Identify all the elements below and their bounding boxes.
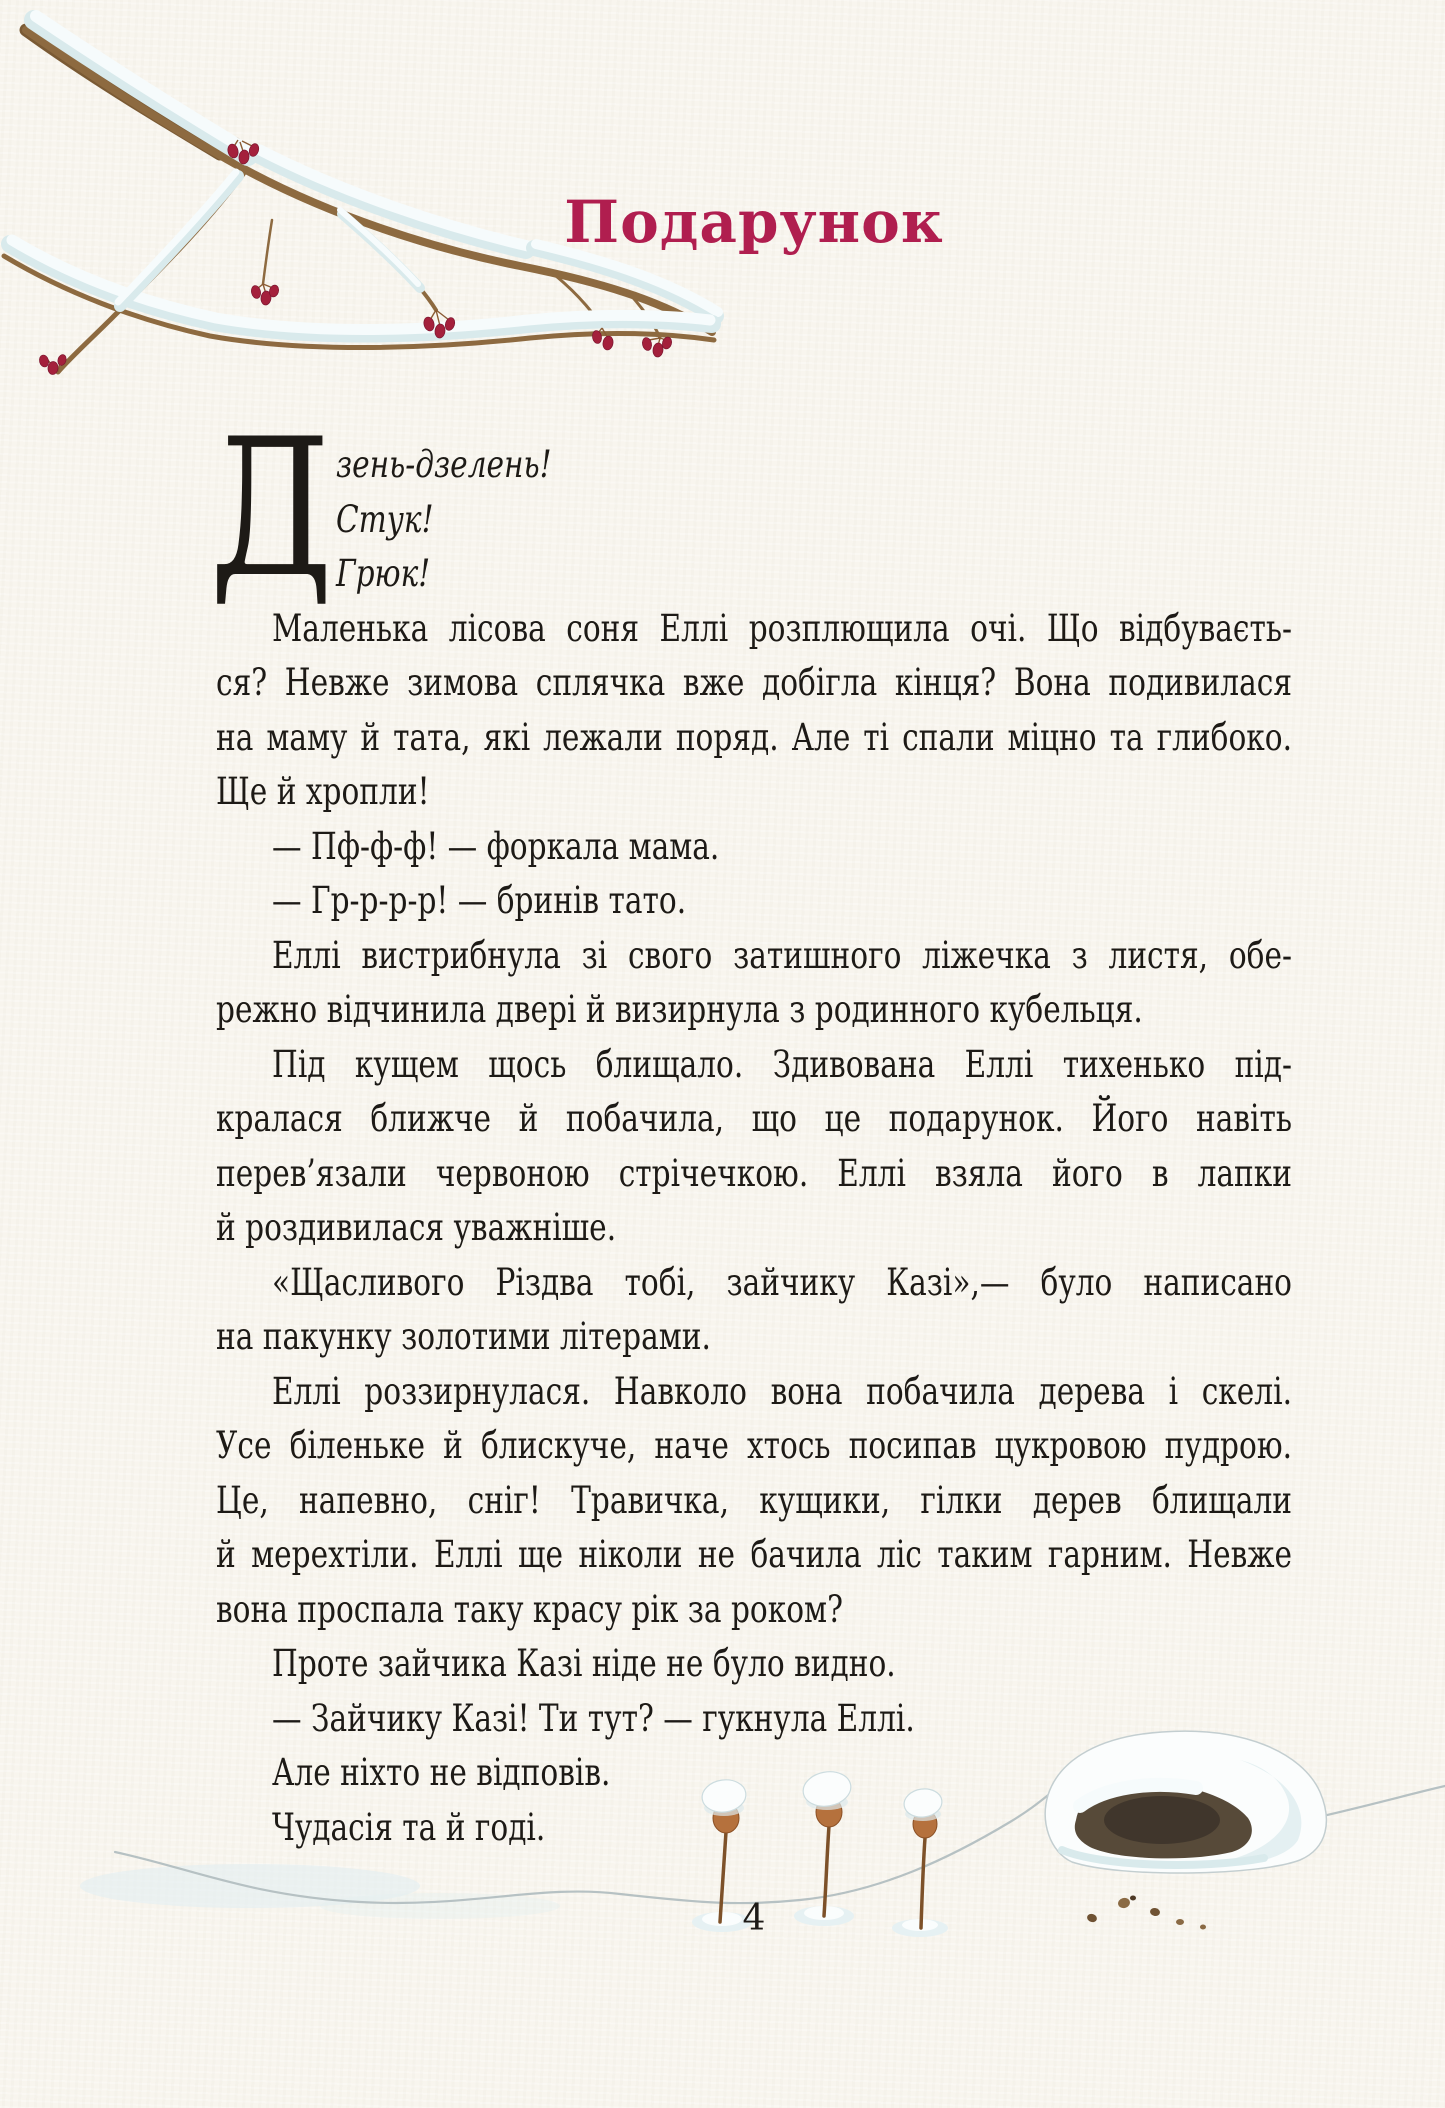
story-line-7: Еллі вистрибнула зі свого затишного ліжечка з листя, обе- bbox=[272, 933, 1292, 977]
page-number: 4 bbox=[742, 1898, 766, 1939]
page-title: Подарунок bbox=[564, 188, 944, 256]
story-line-11: перев’язали червоною стрічечкою. Еллі взяла його в лапки bbox=[216, 1151, 1292, 1195]
story-lines bbox=[216, 438, 1292, 1855]
story-line-5: — Пф-ф-ф! — форкала мама. bbox=[272, 824, 720, 868]
berry-cluster bbox=[38, 354, 67, 375]
story-line-22: Але ніхто не відповів. bbox=[272, 1751, 611, 1794]
story-line-23: Чудасія та й годі. bbox=[272, 1805, 546, 1849]
snow-ground-illustration bbox=[0, 1700, 1445, 2000]
story-line-17: Це, напевно, сніг! Травичка, кущики, гілки дерев блищали bbox=[216, 1478, 1292, 1522]
berry-cluster bbox=[641, 336, 673, 357]
story-line-12: й роздивилася уважніше. bbox=[216, 1206, 617, 1249]
story-line-9: Під кущем щось блищало. Здивована Еллі тихенько під- bbox=[272, 1042, 1292, 1086]
onomatopoeia-line-2: Стук! bbox=[336, 497, 434, 541]
story-line-1: Маленька лісова соня Еллі розплющила очі. Що відбуваєть- bbox=[272, 606, 1292, 650]
story-line-16: Усе біленьке й блискуче, наче хтось посипав цукровою пудрою. bbox=[216, 1424, 1292, 1467]
berry-cluster bbox=[250, 284, 280, 305]
story-line-14: на пакунку золотими літерами. bbox=[216, 1315, 711, 1358]
story-line-10: кралася ближче й побачила, що це подарунок. Його навіть bbox=[216, 1097, 1292, 1140]
drop-cap: Д bbox=[209, 398, 334, 619]
story-line-19: вона проспала таку красу рік за роком? bbox=[216, 1587, 843, 1631]
story-line-15: Еллі роззирнулася. Навколо вона побачила дерева і скелі. bbox=[272, 1369, 1292, 1413]
story-line-3: на маму й тата, які лежали поряд. Але ті спали міцно та глибоко. bbox=[216, 715, 1292, 759]
story-line-8: режно відчинила двері й визирнула з родинного кубельця. bbox=[216, 988, 1143, 1031]
onomatopoeia-line-1: зень-дзелень! bbox=[336, 443, 552, 486]
story-line-18: й мерехтіли. Еллі ще ніколи не бачила ліс таким гарним. Невже bbox=[216, 1533, 1292, 1576]
story-line-4: Ще й хропли! bbox=[216, 770, 430, 813]
story-line-13: «Щасливого Різдва тобі, зайчику Казі»,— було написано bbox=[272, 1260, 1292, 1304]
story-line-6: — Гр-р-р-р! — бринів тато. bbox=[272, 879, 687, 922]
story-line-20: Проте зайчика Казі ніде не було видно. bbox=[272, 1642, 896, 1685]
story-line-2: ся? Невже зимова сплячка вже добігла кінця? Вона подивилася bbox=[216, 661, 1292, 704]
story-line-21: — Зайчику Казі! Ти тут? — гукнула Еллі. bbox=[272, 1696, 915, 1740]
onomatopoeia-line-3: Грюк! bbox=[336, 552, 431, 595]
burrow-mound bbox=[1045, 1731, 1326, 1873]
story-text bbox=[209, 398, 1292, 1855]
